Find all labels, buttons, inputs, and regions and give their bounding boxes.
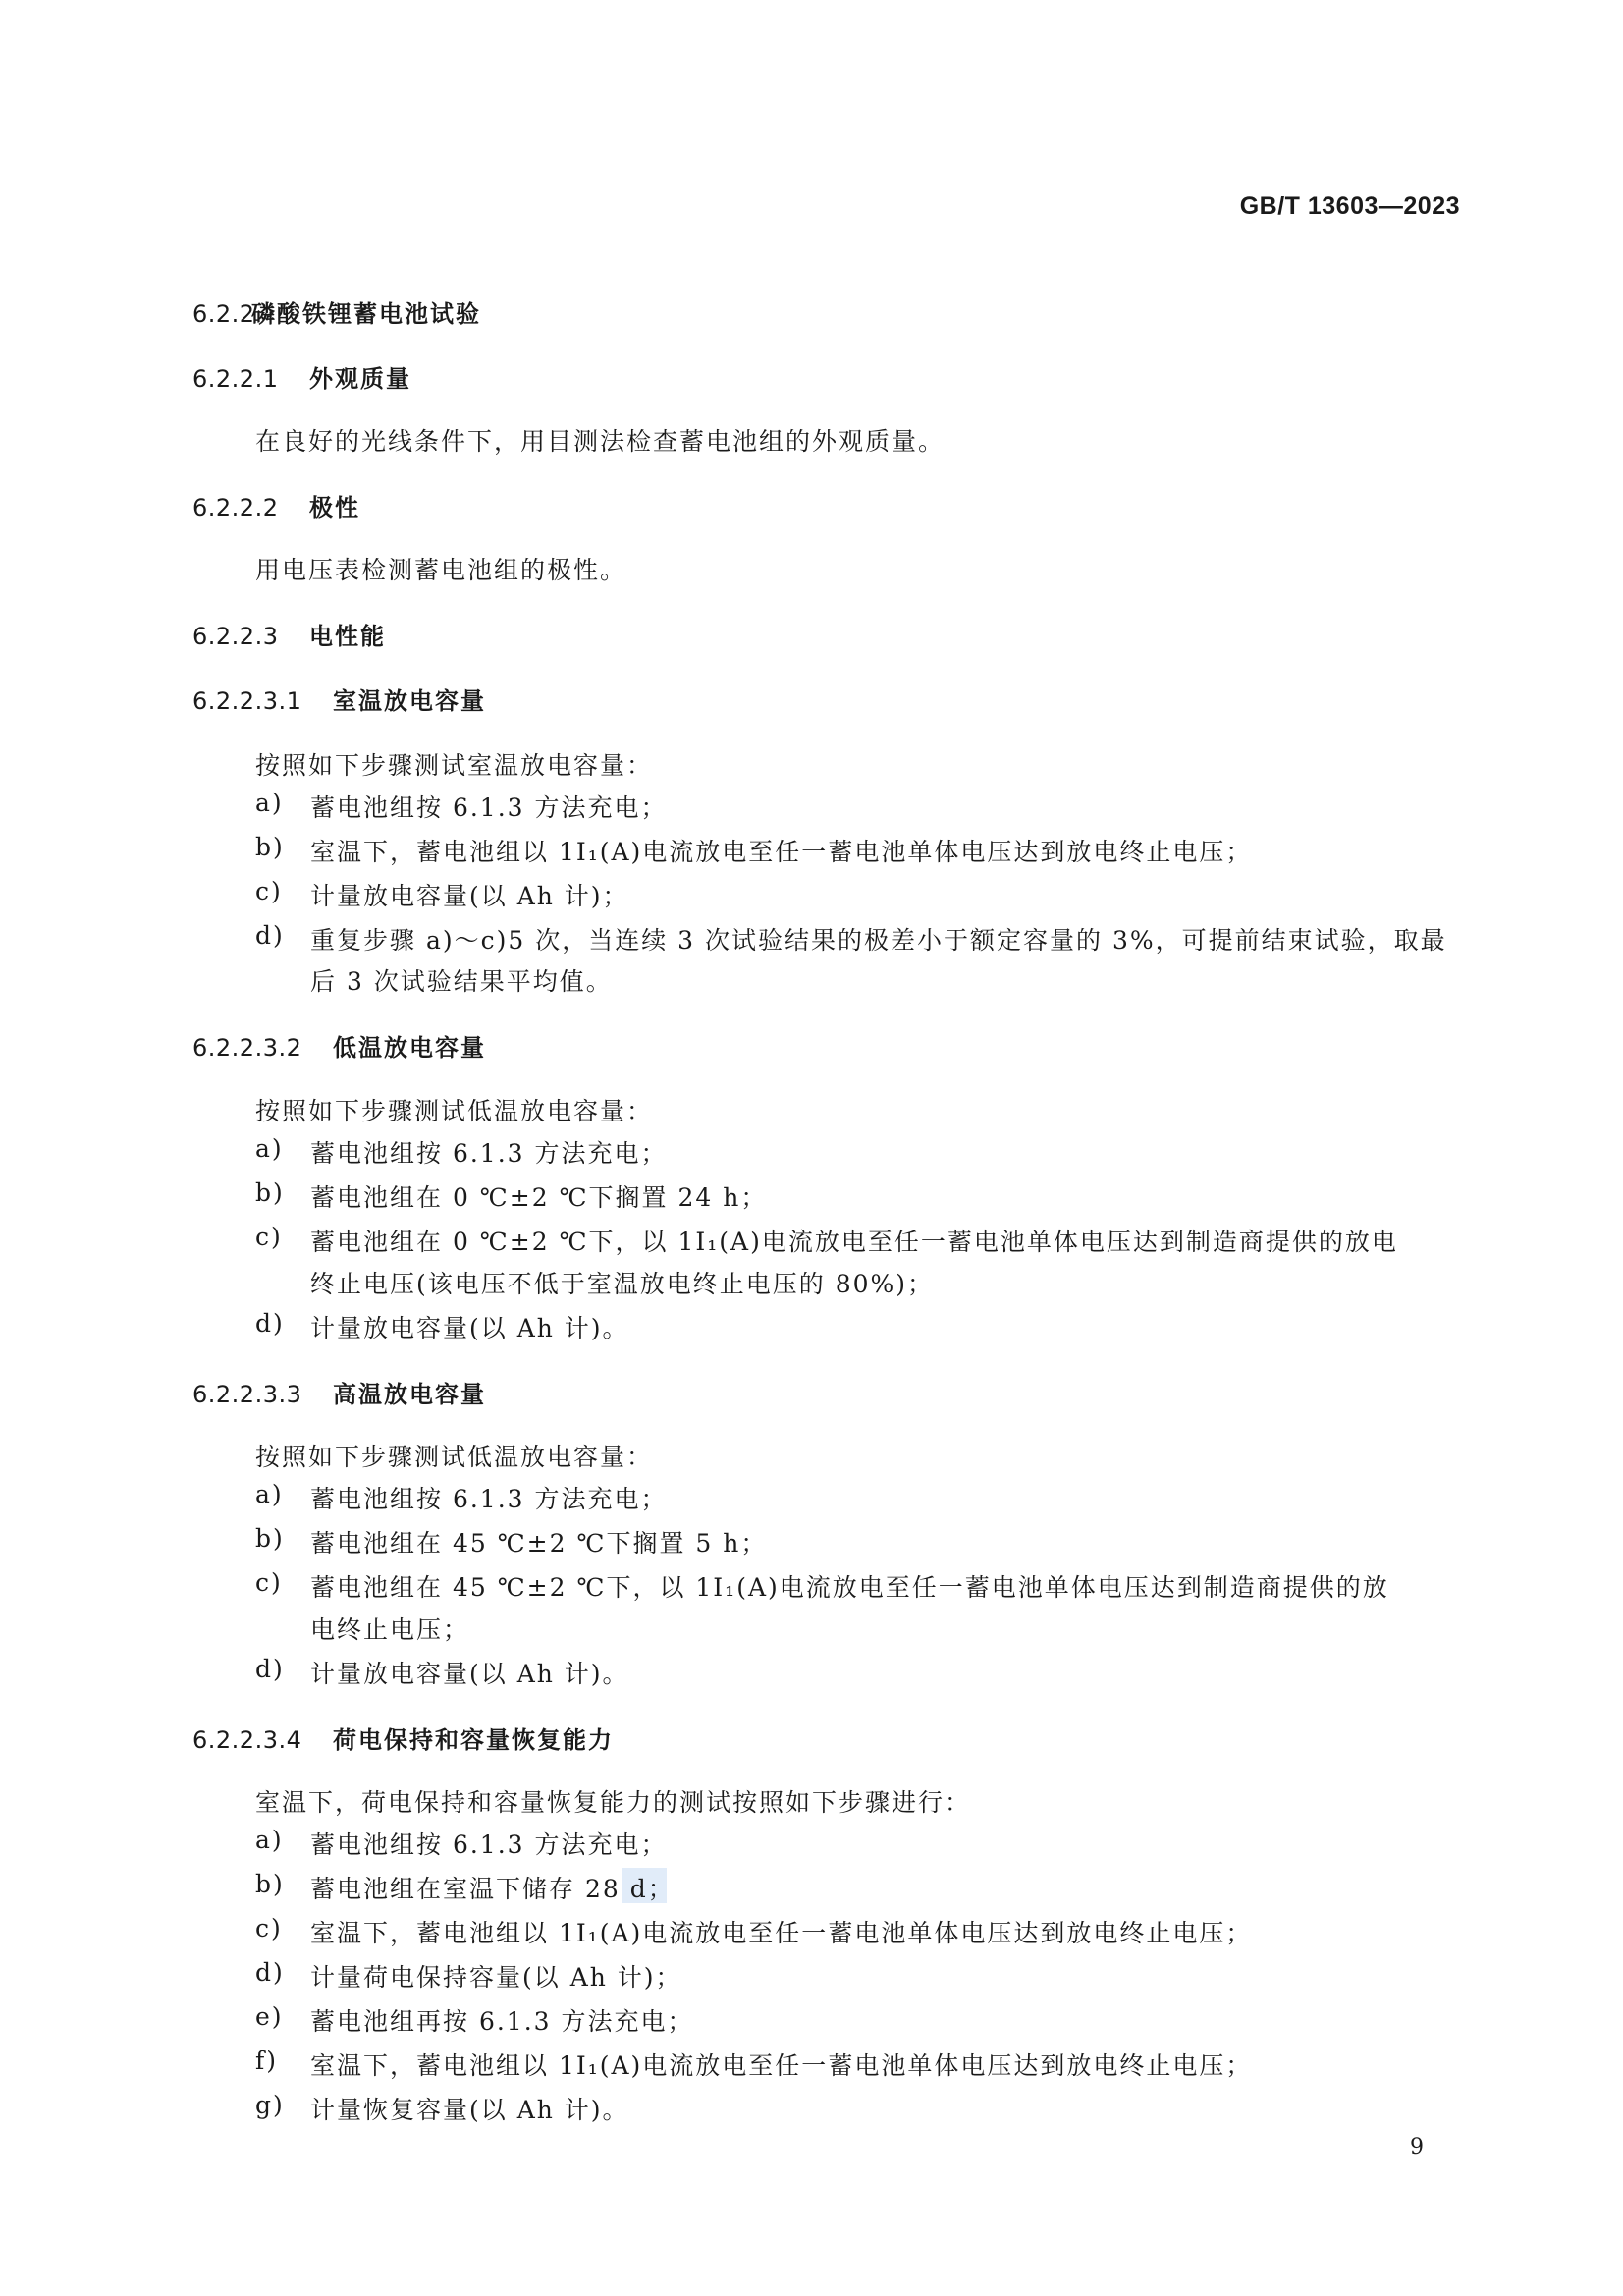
list-marker: c) bbox=[255, 877, 283, 905]
section-heading bbox=[192, 295, 481, 329]
section-title: 荷电保持和容量恢复能力 bbox=[333, 1726, 614, 1754]
list-text: 蓄电池组按 6.1.3 方法充电； bbox=[310, 1139, 668, 1168]
list-marker: d) bbox=[255, 1655, 285, 1683]
list-marker: b) bbox=[255, 1870, 285, 1898]
list-marker: g) bbox=[255, 2091, 285, 2119]
list-text: 蓄电池组按 6.1.3 方法充电； bbox=[310, 1831, 668, 1859]
list-text: 室温下，蓄电池组以 1I₁(A)电流放电至任一蓄电池单体电压达到放电终止电压； bbox=[310, 1919, 1253, 1947]
paragraph: 在良好的光线条件下，用目测法检查蓄电池组的外观质量。 bbox=[255, 427, 946, 456]
list-continuation: 电终止电压； bbox=[310, 1615, 470, 1644]
section-number: 6.2.2.3.1 bbox=[192, 687, 302, 715]
list-text: 蓄电池组在室温下储存 28 d； bbox=[310, 1875, 675, 1903]
list-marker: d) bbox=[255, 1309, 285, 1338]
list-marker: a) bbox=[255, 1134, 284, 1163]
section-heading bbox=[192, 359, 411, 394]
list-text: 计量放电容量(以 Ah 计)。 bbox=[310, 1314, 629, 1342]
list-marker: b) bbox=[255, 1524, 285, 1553]
section-title: 外观质量 bbox=[309, 365, 411, 393]
section-number: 6.2.2.3.4 bbox=[192, 1726, 302, 1754]
list-text: 计量放电容量(以 Ah 计)； bbox=[310, 882, 629, 910]
list-marker: b) bbox=[255, 1178, 285, 1207]
section-number: 6.2.2.3.3 bbox=[192, 1381, 302, 1408]
list-marker: d) bbox=[255, 921, 285, 950]
section-title: 室温放电容量 bbox=[333, 687, 486, 715]
section-number: 6.2.2 bbox=[192, 301, 255, 328]
page-number: 9 bbox=[1410, 2135, 1424, 2159]
list-text: 蓄电池组在 0 ℃±2 ℃下搁置 24 h； bbox=[310, 1183, 768, 1212]
list-text: 蓄电池组在 45 ℃±2 ℃下搁置 5 h； bbox=[310, 1529, 768, 1558]
list-marker: c) bbox=[255, 1568, 283, 1597]
list-marker: e) bbox=[255, 2002, 284, 2031]
section-title: 高温放电容量 bbox=[333, 1381, 486, 1408]
list-marker: c) bbox=[255, 1223, 283, 1251]
list-text: 计量恢复容量(以 Ah 计)。 bbox=[310, 2096, 629, 2124]
list-continuation: 终止电压(该电压不低于室温放电终止电压的 80%)； bbox=[310, 1270, 935, 1298]
list-text: 室温下，蓄电池组以 1I₁(A)电流放电至任一蓄电池单体电压达到放电终止电压； bbox=[310, 2051, 1253, 2080]
standard-number: GB/T 13603—2023 bbox=[1239, 192, 1460, 220]
section-number: 6.2.2.2 bbox=[192, 494, 279, 521]
section-heading bbox=[192, 617, 386, 651]
section-heading bbox=[192, 1375, 486, 1409]
section-number: 6.2.2.3 bbox=[192, 623, 279, 650]
list-text: 蓄电池组按 6.1.3 方法充电； bbox=[310, 793, 668, 822]
paragraph: 按照如下步骤测试低温放电容量： bbox=[255, 1097, 654, 1125]
paragraph: 按照如下步骤测试室温放电容量： bbox=[255, 751, 654, 780]
list-marker: c) bbox=[255, 1914, 283, 1942]
section-title: 低温放电容量 bbox=[333, 1034, 486, 1062]
section-heading bbox=[192, 682, 486, 716]
section-heading bbox=[192, 1721, 614, 1755]
list-text: 计量放电容量(以 Ah 计)。 bbox=[310, 1660, 629, 1688]
list-text: 蓄电池组在 45 ℃±2 ℃下，以 1I₁(A)电流放电至任一蓄电池单体电压达到制造商提供的放 bbox=[310, 1573, 1389, 1602]
paragraph: 室温下，荷电保持和容量恢复能力的测试按照如下步骤进行： bbox=[255, 1788, 972, 1817]
list-text: 蓄电池组按 6.1.3 方法充电； bbox=[310, 1485, 668, 1513]
paragraph: 按照如下步骤测试低温放电容量： bbox=[255, 1443, 654, 1471]
section-title: 电性能 bbox=[309, 623, 386, 650]
list-text: 蓄电池组再按 6.1.3 方法充电； bbox=[310, 2007, 694, 2036]
list-marker: a) bbox=[255, 1826, 284, 1854]
list-marker: f) bbox=[255, 2047, 279, 2075]
list-continuation: 后 3 次试验结果平均值。 bbox=[310, 967, 613, 996]
list-marker: a) bbox=[255, 1480, 284, 1508]
section-heading bbox=[192, 1028, 486, 1063]
section-heading bbox=[192, 488, 360, 522]
section-title: 磷酸铁锂蓄电池试验 bbox=[251, 301, 481, 328]
section-title: 极性 bbox=[309, 494, 360, 521]
list-text: 蓄电池组在 0 ℃±2 ℃下，以 1I₁(A)电流放电至任一蓄电池单体电压达到制造商提供的放电 bbox=[310, 1228, 1398, 1256]
list-text: 室温下，蓄电池组以 1I₁(A)电流放电至任一蓄电池单体电压达到放电终止电压； bbox=[310, 838, 1253, 866]
list-marker: a) bbox=[255, 789, 284, 817]
list-marker: d) bbox=[255, 1958, 285, 1987]
list-text: 重复步骤 a)～c)5 次，当连续 3 次试验结果的极差小于额定容量的 3%，可提前结束试验，取最 bbox=[310, 926, 1447, 955]
list-text: 计量荷电保持容量(以 Ah 计)； bbox=[310, 1963, 682, 1992]
paragraph: 用电压表检测蓄电池组的极性。 bbox=[255, 556, 627, 584]
list-marker: b) bbox=[255, 833, 285, 861]
section-number: 6.2.2.1 bbox=[192, 365, 279, 393]
section-number: 6.2.2.3.2 bbox=[192, 1034, 302, 1062]
